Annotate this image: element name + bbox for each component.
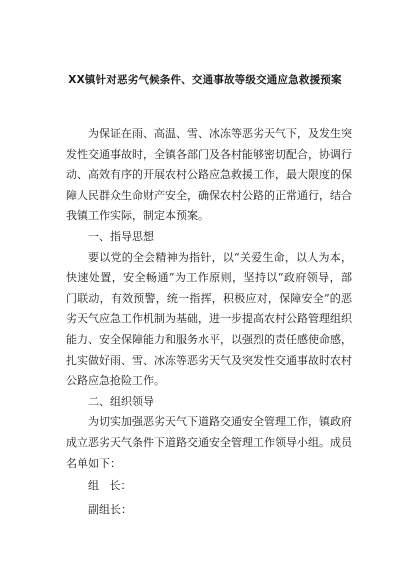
document-body [66,124,352,522]
document-title: XX镇针对恶劣气候条件、交通事故等级交通应急救援预案 [68,74,342,86]
guiding-ideology-paragraph: 要以党的全会精神为指针，以“关爱生命，以人为本，快速处置，安全畅通”为工作原则，坚持以“政府领导，部门联动，有效预警，统一指挥，积极应对，保障安全”的恶劣天气应急工作机制为基础，进一步提高农村公路管理组织能力、安全保障能力和服务水平，以强烈的责任感使命感，扎实做好雨、雪、冰冻等恶劣天气及突发性交通事故时农村公路应急抢险工作。 [66,250,352,388]
section-heading-organization: 二、组织领导 [88,394,154,408]
organization-paragraph: 为切实加强恶劣天气下道路交通安全管理工作，镇政府成立恶劣天气条件下道路交通安全管理工作领导小组。成员名单如下： [66,415,352,470]
member-role-leader: 组 长： [88,479,132,493]
member-role-deputy-leader: 副组长： [88,503,132,517]
section-heading-guiding-ideology: 一、指导思想 [88,229,154,243]
intro-paragraph: 为保证在雨、高温、雪、冰冻等恶劣天气下，及发生突发性交通事故时，全镇各部门及各村能够密切配合，协调行动、高效有序的开展农村公路应急救援工作，最大限度的保障人民群众生命财产安全，确保农村公路的正常通行，结合我镇工作实际，制定本预案。 [66,127,352,223]
